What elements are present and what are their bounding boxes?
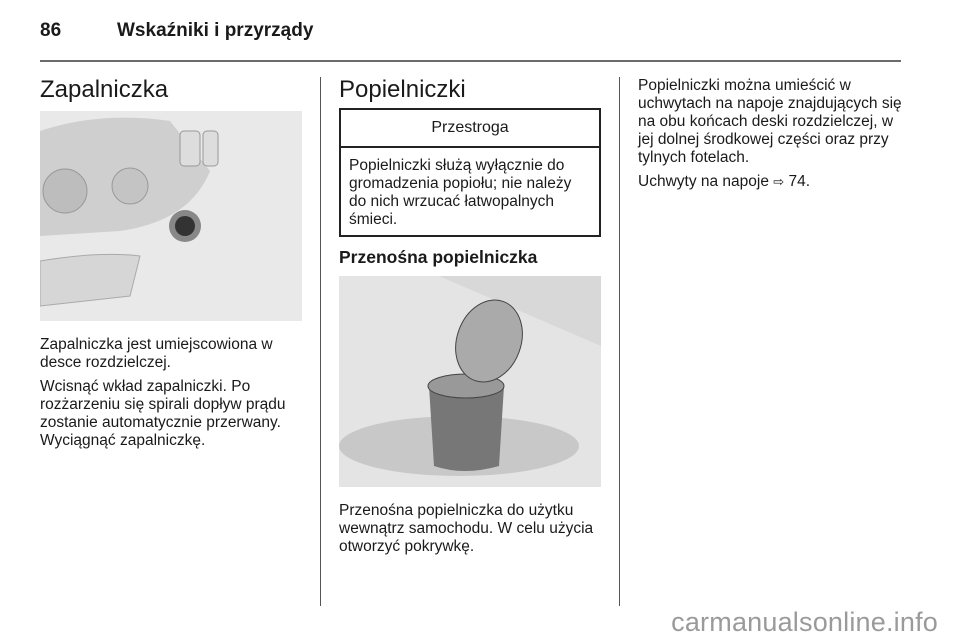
paragraph: Zapalniczka jest umiejscowiona w desce rozdzielczej. xyxy=(40,336,273,371)
caution-text: Popielniczki służą wyłącznie do gromadzenia popiołu; nie należy do nich wrzucać łatwopalnych śmieci. xyxy=(349,157,572,228)
subheading-portable-ashtray: Przenośna popielniczka xyxy=(339,247,538,267)
reference-arrow-icon: ⇨ xyxy=(773,175,785,190)
reference-page-link[interactable]: 74. xyxy=(788,173,811,190)
ashtray-location-text xyxy=(638,77,906,198)
section-heading-ashtrays: Popielniczki xyxy=(339,76,466,103)
paragraph: Przenośna popielniczka do użytku wewnątrz samochodu. W celu użycia otworzyć pokrywkę. xyxy=(339,502,594,555)
watermark: carmanualsonline.info xyxy=(671,607,938,637)
page-number: 86 xyxy=(40,20,62,41)
paragraph: Wcisnąć wkład zapalniczki. Po rozżarzeniu się spirali dopływ prądu zostanie automatycznie przerwany. Wyciągnąć zapalniczkę. xyxy=(40,378,286,449)
caution-title: Przestroga xyxy=(341,110,599,148)
column-divider xyxy=(320,77,321,606)
caution-box xyxy=(339,108,601,237)
cigarette-lighter-image xyxy=(40,111,302,321)
paragraph: Popielniczki można umieścić w uchwytach na napoje znajdujących się na obu końcach deski rozdzielczej, w jej dolnej środkowej części oraz przy tylnych fotelach. xyxy=(638,77,902,166)
reference-text: Uchwyty na napoje xyxy=(638,173,769,190)
lighter-text xyxy=(40,336,305,456)
portable-ashtray-image xyxy=(339,276,601,487)
header-divider xyxy=(40,60,901,62)
column-divider xyxy=(619,77,620,606)
chapter-title: Wskaźniki i przyrządy xyxy=(117,20,314,41)
portable-ashtray-text xyxy=(339,502,607,562)
cross-reference xyxy=(638,173,906,192)
section-heading-lighter: Zapalniczka xyxy=(40,76,169,103)
